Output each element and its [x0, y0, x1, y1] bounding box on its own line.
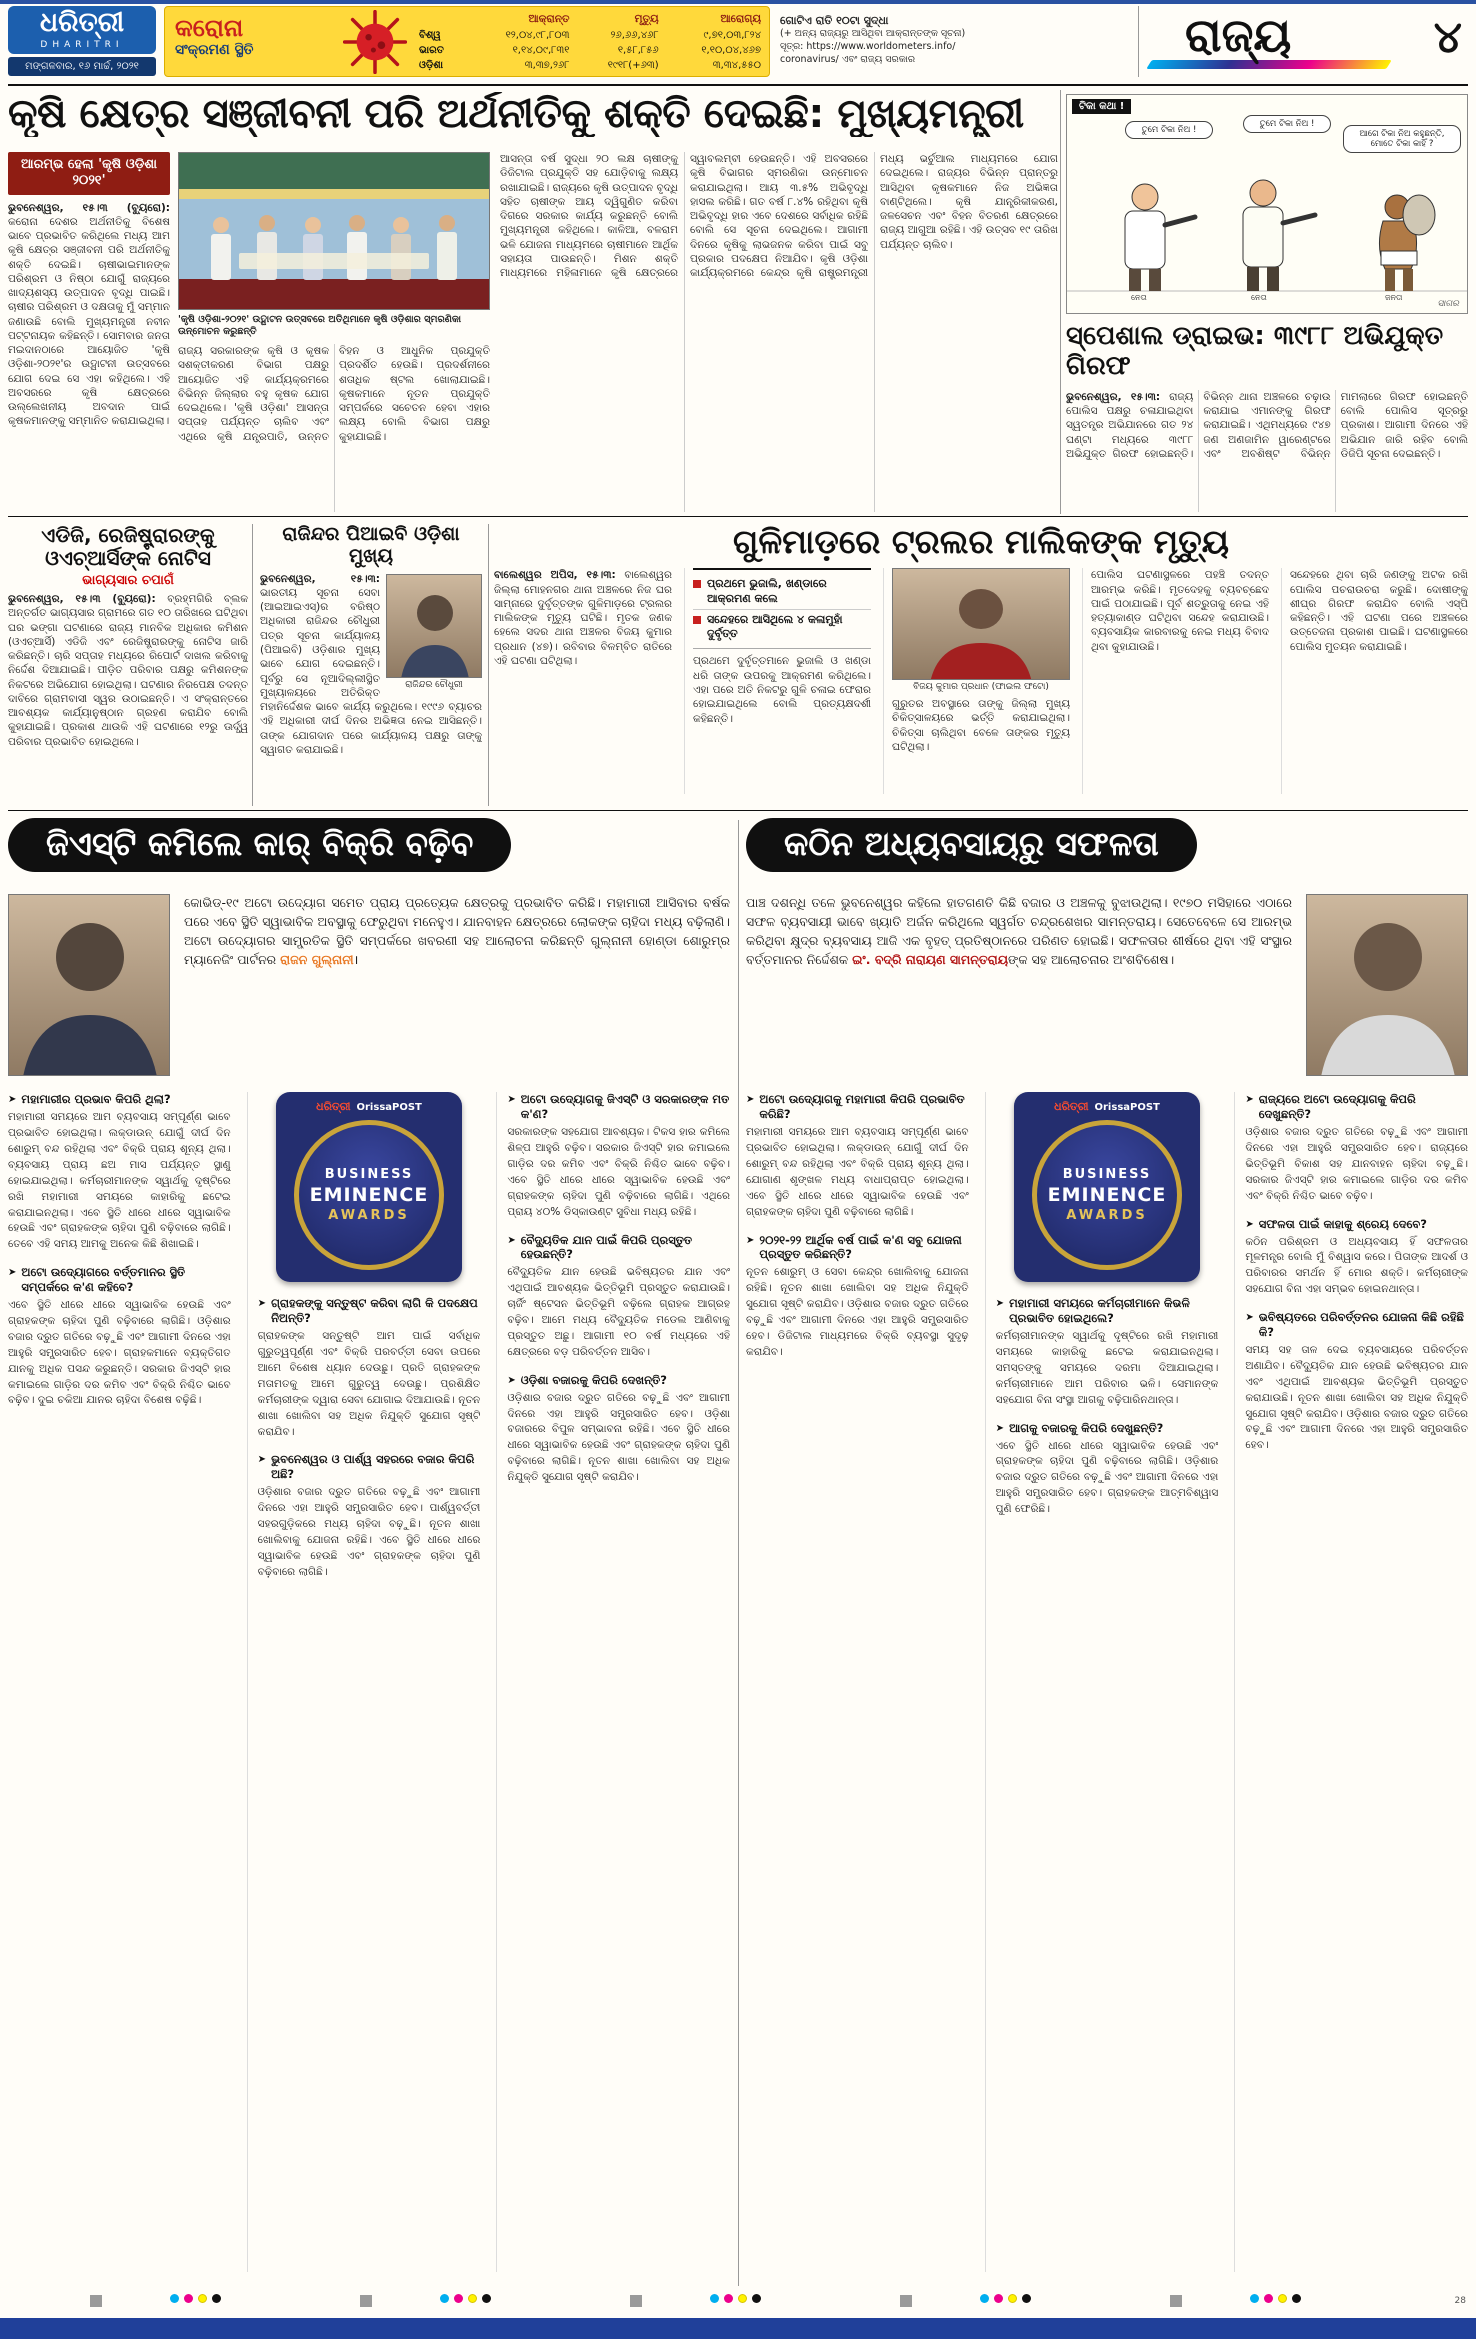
covid-col-infected: ଆକ୍ରାନ୍ତ [528, 13, 570, 26]
reg-square [630, 2295, 642, 2307]
arrow-bullet-icon: ➤ [507, 1234, 516, 1246]
badge-line1: BUSINESS [1062, 1167, 1152, 1183]
notice-dateline: ଭୁବନେଶ୍ୱର, ୧୫।୩ (ବ୍ୟୁରୋ): [8, 593, 156, 605]
interview-rule [8, 810, 1468, 811]
cartoonist-signature: ସାଗର [1437, 299, 1459, 309]
interview-divider [738, 820, 739, 2286]
cartoon-speech-bubble-3: ଆଗେ ଟିକା ନିଅ କହୁଛନ୍ତି, ମୋତେ ଟିକା କାହିଁ ? [1343, 125, 1461, 153]
cartoon-figure2-label: ନେତା [1251, 293, 1267, 302]
trawler-col-2 [684, 568, 871, 794]
question: ଅଟୋ ଉଦ୍ୟୋଗକୁ ମହାମାରୀ କିପରି ପ୍ରଭାବିତ କରିଛି? [759, 1092, 965, 1122]
interview-left-qa-columns [8, 1092, 730, 2272]
logo-latin-text: DHARITRI [40, 40, 124, 50]
lead-photo-illustration [179, 153, 490, 310]
interviewee-right-name: ଇଂ. ବଦ୍ରି ନାରାୟଣ ସାମନ୍ତରାୟ [852, 951, 1009, 967]
interview-left-headline: ଜିଏସ୍ଟି କମିଲେ କାର୍ ବିକ୍ରି ବଢ଼ିବ [8, 818, 511, 872]
answer: ମହାମାରୀ ସମୟରେ ଆମ ବ୍ୟବସାୟ ସମ୍ପୂର୍ଣ୍ଣ ଭାବେ ପ୍ରଭାବିତ ହୋଇଥିଲା। ଲକ୍‌ଡାଉନ୍ ଯୋଗୁଁ ଦୀର୍ଘ ଦିନ ଶୋରୁମ୍ ବନ୍ଦ ରହିଥିଲା ଏବଂ ବିକ୍ରି ପ୍ରାୟ ଶୂନ୍ୟ ଥିଲା। ବ୍ୟବସାୟ ପ୍ରାୟ ଛଅ ମାସ ପର୍ଯ୍ୟନ୍ତ ସ୍ଥାଣୁ ହୋଇଯାଇଥିଲା। କର୍ମଚାରୀମାନଙ୍କ ସ୍ୱାର୍ଥକୁ ଦୃଷ୍ଟିରେ ରଖି ମହାମାରୀ ସମୟରେ କାହାରିକୁ ଛଟେଇ କରାଯାଇନଥିଲା। ଏବେ ସ୍ଥିତି ଧୀରେ ଧୀରେ ସ୍ୱାଭାବିକ ହେଉଛି ଏବଂ ଗ୍ରାହକଙ୍କ ଚାହିଦା ପୁଣି ବଢ଼ିବାରେ ଲାଗିଛି। ତେବେ ଏହି ସମୟ ଆମକୁ ଅନେକ କିଛି ଶିଖାଇଛି। [8, 1111, 231, 1251]
covid-row-odisha [415, 58, 765, 73]
mid-divider-1 [252, 524, 253, 806]
interviewee-left-name: ରାଜନ ଗୁଲ୍ନାନୀ [280, 951, 354, 967]
question: ମହାମାରୀର ପ୍ରଭାବ କିପରି ଥିଲା? [21, 1092, 171, 1107]
interview-right-portrait [1306, 894, 1468, 1076]
pib-portrait [386, 574, 482, 678]
trawler-highlights [693, 568, 871, 649]
lead-kicker: ଆରମ୍ଭ ହେଲା 'କୃଷି ଓଡ଼ିଶା ୨୦୨୧' [8, 152, 170, 195]
badge-dharitri-logo: ଧରିତ୍ରୀ [1054, 1100, 1089, 1114]
trawler-body-5: ସନ୍ଦେହରେ ଥିବା ଚାରି ଜଣଙ୍କୁ ଅଟକ ରଖି ପୋଲିସ ପଚରାଉଚରା କରୁଛି। ଦୋଷୀଙ୍କୁ ଶୀଘ୍ର ଗିରଫ କରାଯିବ ବୋଲି ଏସ୍ପି କହିଛନ୍ତି। ଏହି ଘଟଣା ପରେ ଅଞ୍ଚଳରେ ଉତ୍ତେଜନା ପ୍ରକାଶ ପାଇଛି। ଘଟଣାସ୍ଥଳରେ ପୋଲିସ ମୁତୟନ କରାଯାଇଛି। [1290, 569, 1468, 653]
section-name: ରାଜ୍ୟ [1185, 8, 1292, 62]
trawler-story [494, 524, 1468, 806]
notice-subhead: ଭାଗ୍ୟସାର ଚପାଗଁ [82, 573, 174, 588]
trawler-col-1 [494, 568, 672, 794]
trawler-col-4 [1082, 568, 1269, 794]
badge-brands [284, 1100, 454, 1114]
cmyk-dot-group [710, 2294, 761, 2303]
cmyk-dot-group [440, 2294, 491, 2303]
lead-body-center: ରାଜ୍ୟ ସରକାରଙ୍କ କୃଷି ଓ କୃଷକ ସଶକ୍ତୀକରଣ ବିଭାଗ ପକ୍ଷରୁ ଆୟୋଜିତ ଏହି କାର୍ଯ୍ୟକ୍ରମରେ ବିଭିନ୍ନ ଜିଲ୍ଲାର ବହୁ କୃଷକ ଯୋଗ ଦେଇଥିଲେ। 'କୃଷି ଓଡ଼ିଶା' ଆସନ୍ତା ସପ୍ତାହ ପର୍ଯ୍ୟନ୍ତ ଚାଲିବ ଏବଂ ଏଥିରେ କୃଷି ଯନ୍ତ୍ରପାତି, ଉନ୍ନତ ବିହନ ଓ ଆଧୁନିକ ପ୍ରଯୁକ୍ତି ପ୍ରଦର୍ଶିତ ହେଉଛି। ପ୍ରଦର୍ଶନୀରେ ଶତାଧିକ ଷ୍ଟଲ ଖୋଲାଯାଇଛି। କୃଷକମାନେ ନୂତନ ପ୍ରଯୁକ୍ତି ସମ୍ପର୍କରେ ସଚେତନ ହେବା ଏହାର ଲକ୍ଷ୍ୟ ବୋଲି ବିଭାଗ ପକ୍ଷରୁ କୁହାଯାଇଛି। [178, 345, 490, 443]
interview-left-qa-col-3 [496, 1092, 730, 2272]
print-corner-number: 28 [1454, 2296, 1466, 2306]
notice-headline: ଏଡିଜି, ରେଜିଷ୍ଟ୍ରାରଙ୍କୁ ଓଏଚ୍ଆର୍ସିଙ୍କ ନୋଟିସ [41, 524, 215, 570]
business-eminence-badge [276, 1092, 462, 1282]
pib-dateline: ଭୁବନେଶ୍ୱର, ୧୫।୩: [260, 572, 380, 585]
mid-divider-2 [488, 524, 489, 806]
interview-left-qa-col-1 [8, 1092, 231, 2272]
trawler-body-3: ଗୁରୁତର ଅବସ୍ଥାରେ ତାଙ୍କୁ ଜିଲ୍ଲା ମୁଖ୍ୟ ଚିକିତ୍ସାଳୟରେ ଭର୍ତ୍ତି କରାଯାଇଥିଲା। ଚିକିତ୍ସା ଚାଲିଥିବା ବେଳେ ତାଙ୍କର ମୃତ୍ୟୁ ଘଟିଥିଲା। [892, 698, 1070, 753]
arrow-bullet-icon: ➤ [1245, 1312, 1254, 1324]
qa-item [258, 1452, 481, 1580]
red-square-bullet-icon [693, 616, 701, 624]
badge-dharitri-logo: ଧରିତ୍ରୀ [316, 1100, 351, 1114]
interview-left-intro-body: କୋଭିଡ୍-୧୯ ଅଟୋ ଉଦ୍ୟୋଗ ସମେତ ପ୍ରାୟ ପ୍ରତ୍ୟେକ କ୍ଷେତ୍ରକୁ ପ୍ରଭାବିତ କରିଛି। ମହାମାରୀ ଆସିବାର ବର୍ଷକ ପରେ ଏବେ ସ୍ଥିତି ସ୍ୱାଭାବିକ ଅବସ୍ଥାକୁ ଫେରୁଥିବା ମନେହୁଏ। ଯାନବାହନ କ୍ଷେତ୍ରରେ ଲୋକଙ୍କ ଚାହିଦା ମଧ୍ୟ ବଢ଼ିଲାଣି। ଅଟୋ ଉଦ୍ୟୋଗର ସାମ୍ପ୍ରତିକ ସ୍ଥିତି ସମ୍ପର୍କରେ ଖବରଣୀ ସହ ଆଲୋଚନା କରିଛନ୍ତି ଗୁଲ୍ନାନୀ ହୋଣ୍ଡା ଶୋରୁମ୍‌ର ମ୍ୟାନେଜିଂ ପାର୍ଟନର [184, 895, 730, 967]
qa-item [8, 1265, 231, 1409]
covid-row-india [415, 43, 765, 58]
covid-note-source-url: ସୂତ୍ର: https://www.worldometers.info/ [780, 41, 956, 52]
registration-marks [0, 2294, 1476, 2310]
interview-left-portrait [8, 894, 170, 1076]
highlight-text-1: ପ୍ରଥମେ ଭୁଜାଲି, ଖଣ୍ଡାରେ ଆକ୍ରମଣ କଲେ [707, 577, 827, 605]
covid-row-world [415, 29, 765, 44]
cmyk-dot-group [1250, 2294, 1301, 2303]
question: ଆଗକୁ ବଜାରକୁ କିପରି ଦେଖୁଛନ୍ତି? [1009, 1420, 1164, 1435]
bottom-border-bar [0, 2318, 1476, 2339]
answer: ସମୟ ସହ ତାଳ ଦେଇ ବ୍ୟବସାୟରେ ପରିବର୍ତ୍ତନ ଅଣାଯିବ। ବୈଦ୍ୟୁତିକ ଯାନ ହେଉଛି ଭବିଷ୍ୟତର ଯାନ ଏବଂ ଏଥିପାଇଁ ଆବଶ୍ୟକ ଭିତ୍ତିଭୂମି ପ୍ରସ୍ତୁତ କରାଯାଉଛି। ନୂତନ ଶାଖା ଖୋଲିବା ସହ ଅଧିକ ନିଯୁକ୍ତି ସୁଯୋଗ ସୃଷ୍ଟି କରାଯିବ। ଓଡ଼ିଶାର ବଜାର ଦ୍ରୁତ ଗତିରେ ବଢ଼ୁଛି ଏବଂ ଆଗାମୀ ଦିନରେ ଏହା ଆହୁରି ସମ୍ପ୍ରସାରିତ ହେବ। [1245, 1344, 1468, 1452]
reg-square [1170, 2295, 1182, 2307]
qa-item [746, 1233, 969, 1361]
interview-left-intro [8, 894, 730, 1076]
qa-item [258, 1296, 481, 1440]
interview-left [8, 818, 730, 2286]
lead-left-column [8, 152, 170, 512]
cartoon-figure3-label: ଜନତା [1385, 293, 1403, 302]
cmyk-dot-group [170, 2294, 221, 2303]
india-deaths: ୧,୫୮,୮୫୬ [617, 45, 659, 57]
question: ବୈଦ୍ୟୁତିକ ଯାନ ପାଇଁ କିପରି ପ୍ରସ୍ତୁତ ହେଉଛନ୍ତି? [520, 1232, 693, 1262]
lead-body-right: ଆସନ୍ତା ବର୍ଷ ସୁଦ୍ଧା ୨୦ ଲକ୍ଷ ଚାଷୀଙ୍କୁ ଡିଜିଟାଲ ପ୍ରଯୁକ୍ତି ସହ ଯୋଡ଼ିବାକୁ ଲକ୍ଷ୍ୟ ରଖାଯାଇଛି। ରାଜ୍ୟରେ କୃଷି ଉତ୍ପାଦନ ବୃଦ୍ଧି ସହିତ ଚାଷୀଙ୍କ ଆୟ ଦ୍ୱିଗୁଣିତ କରିବା ଦିଗରେ ସରକାର କାର୍ଯ୍ୟ କରୁଛନ୍ତି ବୋଲି ମୁଖ୍ୟମନ୍ତ୍ରୀ କହିଥିଲେ। କାଳିଆ, ବଳରାମ ଭଳି ଯୋଜନା ମାଧ୍ୟମରେ ଚାଷୀମାନେ ଆର୍ଥିକ ସହାୟତା ପାଉଛନ୍ତି। ମିଶନ ଶକ୍ତି ମାଧ୍ୟମରେ ମହିଳାମାନେ କୃଷି କ୍ଷେତ୍ରରେ ସ୍ୱାବଲମ୍ବୀ ହେଉଛନ୍ତି। ଏହି ଅବସରରେ କୃଷି ବିଭାଗର ସ୍ମରଣିକା ଉନ୍ମୋଚନ କରାଯାଇଥିଲା। ଆୟ ୩.୫% ଅଭିବୃଦ୍ଧି ହାସଲ କରିଛି। ଗତ ବର୍ଷ ୮.୪% ରହିଥିବା କୃଷି ଅଭିବୃଦ୍ଧି ହାର ଏବେ ଦେଶରେ ସର୍ବାଧିକ ରହିଛି ବୋଲି ସେ ସୂଚନା ଦେଇଥିଲେ। ଆଗାମୀ ଦିନରେ କୃଷିକୁ ଲାଭଜନକ କରିବା ପାଇଁ ସବୁ ପ୍ରକାର ପଦକ୍ଷେପ ନିଆଯିବ। କୃଷି ଓଡ଼ିଶା କାର୍ଯ୍ୟକ୍ରମରେ କେନ୍ଦ୍ର କୃଷି ରାଷ୍ଟ୍ରମନ୍ତ୍ରୀ ମଧ୍ୟ ଭର୍ଚୁଆଲ ମାଧ୍ୟମରେ ଯୋଗ ଦେଇଥିଲେ। ରାଜ୍ୟର ବିଭିନ୍ନ ପ୍ରାନ୍ତରୁ ଆସିଥିବା କୃଷକମାନେ ନିଜ ଅଭିଜ୍ଞତା ବାଣ୍ଟିଥିଲେ। କୃଷି ଯାନ୍ତ୍ରିକୀକରଣ, ଜଳସେଚନ ଏବଂ ବିହନ ବିତରଣ କ୍ଷେତ୍ରରେ ରାଜ୍ୟ ଆଗୁଆ ରହିଛି। ଏହି ଉତ୍ସବ ୧୯ ତାରିଖ ପର୍ଯ୍ୟନ୍ତ ଚାଲିବ। [500, 153, 1058, 280]
pib-portrait-silhouette [387, 575, 482, 678]
interview-left-qa-col-2 [247, 1092, 481, 2272]
logo-odia-text: ଧରିତ୍ରୀ [39, 7, 125, 38]
covid-title-line1: କରୋନା [175, 14, 244, 42]
covid-stats-table [415, 11, 765, 73]
arrow-bullet-icon: ➤ [746, 1094, 755, 1106]
arrow-bullet-icon: ➤ [995, 1422, 1005, 1434]
answer: ଏବେ ସ୍ଥିତି ଧୀରେ ଧୀରେ ସ୍ୱାଭାବିକ ହେଉଛି ଏବଂ ଗ୍ରାହକଙ୍କ ଚାହିଦା ପୁଣି ବଢ଼ିବାରେ ଲାଗିଛି। ଓଡ଼ିଶାର ବଜାର ଦ୍ରୁତ ଗତିରେ ବଢ଼ୁଛି ଏବଂ ଆଗାମୀ ଦିନରେ ଏହା ଆହୁରି ସମ୍ପ୍ରସାରିତ ହେବ। ଗ୍ରାହକମାନେ ବ୍ୟକ୍ତିଗତ ଯାନକୁ ଅଧିକ ପସନ୍ଦ କରୁଛନ୍ତି। ସରକାର ଜିଏସ୍ଟି ହାର କମାଇଲେ ଗାଡ଼ିର ଦର କମିବ ଏବଂ ବିକ୍ରି ନିଶ୍ଚିତ ଭାବେ ବଢ଼ିବ। ଦୁଇ ଚକିଆ ଯାନର ଚାହିଦା ବିଶେଷ ବଢ଼ିଛି। [8, 1299, 231, 1407]
interview-right-intro [746, 894, 1468, 1076]
covid-region-india: ଭାରତ [419, 45, 444, 57]
reg-square [90, 2295, 102, 2307]
interview-right [746, 818, 1468, 2286]
masthead-rule [8, 84, 1468, 86]
answer: କଠିନ ପରିଶ୍ରମ ଓ ଅଧ୍ୟବସାୟ ହିଁ ସଫଳତାର ମୂଳମନ୍ତ୍ର ବୋଲି ମୁଁ ବିଶ୍ୱାସ କରେ। ପିତାଙ୍କ ଆଦର୍ଶ ଓ ପରିବାରର ସମର୍ଥନ ହିଁ ମୋର ଶକ୍ତି। କର୍ମଚାରୀଙ୍କ ସହଯୋଗ ବିନା ଏହା ସମ୍ଭବ ହୋଇନଥାନ୍ତା। [1245, 1235, 1468, 1296]
highlight-item [693, 574, 871, 609]
badge-line3: AWARDS [1066, 1208, 1148, 1224]
qa-item [507, 1233, 730, 1361]
covid-col-deaths: ମୃତ୍ୟୁ [634, 13, 659, 26]
trawler-col-5 [1281, 568, 1468, 794]
interview-right-intro-body: ପାଞ୍ଚ ଦଶନ୍ଧି ତଳେ ଭୁବନେଶ୍ୱର କହିଲେ ହାତଗଣତି କିଛି ବଜାର ଓ ଅଞ୍ଚଳକୁ ବୁଝାଉଥିଲା। ୧୯୭୦ ମସିହାରେ ଏଠାରେ ସଫଳ ବ୍ୟବସାୟୀ ଭାବେ ଖ୍ୟାତି ଅର୍ଜନ କରିଥିଲେ ସ୍ୱର୍ଗତ ଚନ୍ଦ୍ରଶେଖର ସାମନ୍ତରାୟ। ସେତେବେଳେ ସେ ଆରମ୍ଭ କରିଥିବା କ୍ଷୁଦ୍ର ବ୍ୟବସାୟ ଆଜି ଏକ ବୃହତ୍ ପ୍ରତିଷ୍ଠାନରେ ପରିଣତ ହୋଇଛି। ସଫଳତାର ଶୀର୍ଷରେ ଥିବା ଏହି ସଂସ୍ଥାର ବର୍ତ୍ତମାନର ନିର୍ଦ୍ଦେଶକ [746, 895, 1292, 967]
answer: ସରକାରଙ୍କ ସହଯୋଗ ଆବଶ୍ୟକ। ଟିକସ ହାର କମିଲେ ଶିଳ୍ପ ଆହୁରି ବଢ଼ିବ। ସରକାର ଜିଏସ୍ଟି ହାର କମାଇଲେ ଗାଡ଼ିର ଦର କମିବ ଏବଂ ବିକ୍ରି ନିଶ୍ଚିତ ଭାବେ ବଢ଼ିବ। ଏବେ ସ୍ଥିତି ଧୀରେ ଧୀରେ ସ୍ୱାଭାବିକ ହେଉଛି ଏବଂ ଗ୍ରାହକଙ୍କ ଚାହିଦା ପୁଣି ବଢ଼ିବାରେ ଲାଗିଛି। ଏଥିରେ ପ୍ରାୟ ୪୦% ଡିସ୍କାଉଣ୍ଟ ସୁବିଧା ମଧ୍ୟ ରହିଛି। [507, 1126, 730, 1218]
qa-item [1245, 1092, 1468, 1204]
arrow-bullet-icon: ➤ [8, 1094, 17, 1106]
qa-item [996, 1296, 1219, 1408]
covid-note-time: ଗୋଟିଏ ରାତି ୧୦ଟା ସୁଦ୍ଧା [780, 14, 889, 27]
trawler-headline: ଗୁଳିମାଡ଼ରେ ଟ୍ରଲର ମାଲିକଙ୍କ ମୃତ୍ୟୁ [733, 524, 1229, 561]
qa-item [507, 1373, 730, 1486]
pib-photo-caption: ରାଜିନ୍ଦର ଚୌଧୁରୀ [405, 679, 463, 690]
covid-col-recovered: ଆରୋଗ୍ୟ [720, 13, 761, 26]
answer: ଓଡ଼ିଶାର ବଜାର ଦ୍ରୁତ ଗତିରେ ବଢ଼ୁଛି ଏବଂ ଆଗାମୀ ଦିନରେ ଏହା ଆହୁରି ସମ୍ପ୍ରସାରିତ ହେବ। ରାଜ୍ୟରେ ଭିତ୍ତିଭୂମି ବିକାଶ ସହ ଯାନବାହନ ଚାହିଦା ବଢ଼ୁଛି। ସରକାର ଜିଏସ୍ଟି ହାର କମାଇଲେ ଗାଡ଼ିର ଦର କମିବ ଏବଂ ବିକ୍ରି ନିଶ୍ଚିତ ଭାବେ ବଢ଼ିବ। [1245, 1126, 1468, 1202]
highlight-text-2: ସନ୍ଦେହରେ ଆସିଥିଲେ ୪ କଳାମୁହାଁ ଦୁର୍ବୃତ୍ତ [707, 612, 843, 641]
interview-right-headline: କଠିନ ଅଧ୍ୟବସାୟରୁ ସଫଳତା [746, 818, 1197, 872]
badge-line2: EMINENCE [1047, 1184, 1167, 1207]
interview-right-qa-col-2 [985, 1092, 1219, 2272]
pib-photo [386, 574, 482, 691]
trawler-body-1: ବାଲେଶ୍ୱର ଜିଲ୍ଲା ମୋହନଗର ଥାନା ଅଞ୍ଚଳରେ ନିଜ ଘର ସାମ୍ନାରେ ଦୁର୍ବୃତ୍ତଙ୍କ ଗୁଳିମାଡ଼ରେ ଟ୍ରଲର ମାଲିକଙ୍କ ମୃତ୍ୟୁ ଘଟିଛି। ମୃତକ ଜଣକ ହେଲେ ସଦର ଥାନା ଅଞ୍ଚଳର ବିଜୟ କୁମାର ପ୍ରଧାନ (୪୭)। ରବିବାର ବିଳମ୍ବିତ ରାତିରେ ଏହି ଘଟଣା ଘଟିଥିଲା। [494, 569, 672, 667]
india-infected: ୧,୧୪,୦୯,୮୩୧ [512, 45, 570, 57]
odisha-infected: ୩,୩୭,୨୬୮ [524, 60, 570, 72]
odisha-deaths: ୧୯୧୮(+୬୩) [607, 60, 659, 72]
covid-note-source-tail: coronavirus/ ଏବଂ ରାଜ୍ୟ ସରକାର [780, 54, 916, 65]
victim-portrait [892, 568, 1070, 680]
question: ଅଟୋ ଉଦ୍ୟୋଗରେ ବର୍ତ୍ତମାନର ସ୍ଥିତି ସମ୍ପର୍କରେ କ'ଣ କହିବେ? [21, 1265, 186, 1295]
masthead [8, 6, 1468, 80]
notice-body [8, 592, 248, 749]
reg-square [360, 2295, 372, 2307]
trawler-body-2: ପ୍ରଥମେ ଦୁର୍ବୃତ୍ତମାନେ ଭୁଜାଲି ଓ ଖଣ୍ଡା ଧରି ତାଙ୍କ ଉପରକୁ ଆକ୍ରମଣ କରିଥିଲେ। ଏହା ପରେ ଅତି ନିକଟରୁ ଗୁଳି ଚଳାଇ ଫେରାର ହୋଇଯାଇଥିଲେ ବୋଲି ପ୍ରତ୍ୟକ୍ଷଦର୍ଶୀ କହିଛନ୍ତି। [693, 655, 871, 725]
lead-headline: କୃଷି କ୍ଷେତ୍ର ସଞ୍ଜୀବନୀ ପରି ଅର୍ଥନୀତିକୁ ଶକ୍ତି ଦେଇଛି: ମୁଖ୍ୟମନ୍ତ୍ରୀ [8, 92, 1024, 137]
covid-region-world: ବିଶ୍ୱ [419, 30, 441, 42]
arrow-bullet-icon: ➤ [995, 1298, 1005, 1310]
cartoon-speech-bubble-1: ତୁମେ ଟିକା ନିଅ ! [1125, 121, 1213, 139]
cartoon-label: ଟିକା କଥା ! [1072, 99, 1131, 114]
trawler-col-3 [883, 568, 1070, 794]
page-number: ୪ [1433, 12, 1462, 63]
interview-right-qa-col-1 [746, 1092, 969, 2272]
trawler-body-4: ପୋଲିସ ଘଟଣାସ୍ଥଳରେ ପହଞ୍ଚି ତଦନ୍ତ ଆରମ୍ଭ କରିଛି। ମୃତଦେହକୁ ବ୍ୟବଚ୍ଛେଦ ପାଇଁ ପଠାଯାଇଛି। ପୂର୍ବ ଶତ୍ରୁତାକୁ ନେଇ ଏହି ହତ୍ୟାକାଣ୍ଡ ଘଟିଥିବା ସନ୍ଦେହ କରାଯାଉଛି। ବ୍ୟବସାୟିକ କାରବାରକୁ ନେଇ ମଧ୍ୟ ବିବାଦ ଥିବା କୁହାଯାଉଛି। [1091, 569, 1269, 653]
qa-item [996, 1421, 1219, 1518]
red-square-bullet-icon [693, 580, 701, 588]
top-border-bar [0, 0, 1476, 4]
interview-left-intro-text [184, 894, 730, 1076]
question: ଭବିଷ୍ୟତରେ ପରିବର୍ତ୍ତନର ଯୋଜନା କିଛି ରହିଛି କି? [1258, 1310, 1464, 1340]
question: ଭୁବନେଶ୍ୱର ଓ ପାର୍ଶ୍ୱ ସହରରେ ବଜାର କିପରି ଅଛି? [271, 1452, 475, 1482]
lead-story [8, 152, 1058, 512]
lead-vertical-divider [1060, 90, 1061, 514]
badge-medallion [1032, 1120, 1182, 1270]
notice-body-text: ବ୍ରହ୍ମଗିରି ବ୍ଲକ ଅନ୍ତର୍ଗତ ଭାଗ୍ୟସାର ଗ୍ରାମରେ ଗତ ୧୦ ତାରିଖରେ ଘଟିଥିବା ଘର ଭଙ୍ଗା ଘଟଣାରେ ରାଜ୍ୟ ମାନବିକ ଅଧିକାର କମିଶନ (ଓଏଚ୍ଆର୍ସି) ଏଡିଜି ଏବଂ ରେଜିଷ୍ଟ୍ରାରଙ୍କୁ ନୋଟିସ ଜାରି କରିଛନ୍ତି। ଚାରି ସପ୍ତାହ ମଧ୍ୟରେ ରିପୋର୍ଟ ଦାଖଲ କରିବାକୁ ନିର୍ଦ୍ଦେଶ ଦିଆଯାଇଛି। ପୀଡ଼ିତ ପରିବାର ପକ୍ଷରୁ କମିଶନଙ୍କ ନିକଟରେ ଅଭିଯୋଗ ହୋଇଥିଲା। ଘଟଣାର ନିରପେକ୍ଷ ତଦନ୍ତ ଦାବିରେ ଗ୍ରାମବାସୀ ସ୍ୱର ଉଠାଇଛନ୍ତି। ଏ ସଂକ୍ରାନ୍ତରେ ଆବଶ୍ୟକ କାର୍ଯ୍ୟାନୁଷ୍ଠାନ ଗ୍ରହଣ କରାଯିବ ବୋଲି କୁହାଯାଇଛି। ପ୍ରକାଶ ଥାଉକି ଏହି ଘଟଣାରେ ୧୨ରୁ ଊର୍ଦ୍ଧ୍ୱ ପରିବାର ପ୍ରଭାବିତ ହୋଇଥିଲେ। [8, 593, 248, 748]
badge-orissapost-logo: OrissaPOST [356, 1101, 422, 1113]
answer: ଗ୍ରାହକଙ୍କ ସନ୍ତୁଷ୍ଟି ଆମ ପାଇଁ ସର୍ବାଧିକ ଗୁରୁତ୍ୱପୂର୍ଣ୍ଣ ଏବଂ ବିକ୍ରି ପରବର୍ତ୍ତୀ ସେବା ଉପରେ ଆମେ ବିଶେଷ ଧ୍ୟାନ ଦେଉଛୁ। ପ୍ରତି ଗ୍ରାହକଙ୍କ ମତାମତକୁ ଆମେ ଗୁରୁତ୍ୱ ଦେଉଛୁ। ପ୍ରଶିକ୍ଷିତ କର୍ମଚାରୀଙ୍କ ଦ୍ୱାରା ସେବା ଯୋଗାଇ ଦିଆଯାଉଛି। ନୂତନ ଶାଖା ଖୋଲିବା ସହ ଅଧିକ ନିଯୁକ୍ତି ସୁଯୋଗ ସୃଷ୍ଟି କରାଯିବ। [257, 1330, 481, 1438]
covid-region-odisha: ଓଡ଼ିଶା [419, 60, 444, 72]
answer: କର୍ମଚାରୀମାନଙ୍କ ସ୍ୱାର୍ଥକୁ ଦୃଷ୍ଟିରେ ରଖି ମହାମାରୀ ସମୟରେ କାହାରିକୁ ଛଟେଇ କରାଯାଇନଥିଲା। ସମସ୍ତଙ୍କୁ ସମୟରେ ଦରମା ଦିଆଯାଇଥିଲା। କର୍ମଚାରୀମାନେ ଆମ ପରିବାର ଭଳି। ସେମାନଙ୍କ ସହଯୋଗ ବିନା ସଂସ୍ଥା ଆଗକୁ ବଢ଼ିପାରିନଥାନ୍ତା। [995, 1330, 1219, 1406]
special-drive-story [1066, 322, 1468, 512]
india-recovered: ୧,୧୦,୦୪,୪୬୭ [701, 45, 761, 57]
section-banner [1138, 6, 1468, 77]
pib-body-text: ଭାରତୀୟ ସୂଚନା ସେବା (ଆଇଆଇଏସ୍)ର ବରିଷ୍ଠ ଅଧିକାରୀ ରାଜିନ୍ଦର ଚୌଧୁରୀ ପତ୍ର ସୂଚନା କାର୍ଯ୍ୟାଳୟ (ପିଆଇବି) ଓଡ଼ିଶାର ମୁଖ୍ୟ ଭାବେ ଯୋଗ ଦେଇଛନ୍ତି। ପୂର୍ବରୁ ସେ ନୂଆଦିଲ୍ଲୀସ୍ଥିତ ମୁଖ୍ୟାଳୟରେ ଅତିରିକ୍ତ ମହାନିର୍ଦ୍ଦେଶକ ଭାବେ କାର୍ଯ୍ୟ କରୁଥିଲେ। ୧୯୯୬ ବ୍ୟାଚର ଏହି ଅଧିକାରୀ ଦୀର୍ଘ ଦିନର ଅଭିଜ୍ଞତା ନେଇ ଆସିଛନ୍ତି। ତାଙ୍କ ଯୋଗଦାନ ପରେ କାର୍ଯ୍ୟାଳୟ ପକ୍ଷରୁ ତାଙ୍କୁ ସ୍ୱାଗତ କରାଯାଇଛି। [260, 586, 482, 756]
ohrc-notice-story [8, 524, 248, 806]
highlight-item [693, 609, 871, 645]
answer: ବୈଦ୍ୟୁତିକ ଯାନ ହେଉଛି ଭବିଷ୍ୟତର ଯାନ ଏବଂ ଏଥିପାଇଁ ଆବଶ୍ୟକ ଭିତ୍ତିଭୂମି ପ୍ରସ୍ତୁତ କରାଯାଉଛି। ଚାର୍ଜିଂ ଷ୍ଟେସନ ଭିତ୍ତିଭୂମି ବଢ଼ିଲେ ଗ୍ରାହକ ଆଗ୍ରହ ବଢ଼ିବ। ଆମେ ମଧ୍ୟ ବୈଦ୍ୟୁତିକ ମଡେଲ ଆଣିବାକୁ ପ୍ରସ୍ତୁତ ଅଛୁ। ଆଗାମୀ ୧୦ ବର୍ଷ ମଧ୍ୟରେ ଏହି କ୍ଷେତ୍ରରେ ବଡ଼ ପରିବର୍ତ୍ତନ ଆସିବ। [507, 1266, 730, 1358]
interview-left-intro-tail: । [353, 951, 359, 967]
victim-photo-caption: ବିଜୟ କୁମାର ପ୍ରଧାନ (ଫାଇଲ ଫଟୋ) [913, 682, 1049, 693]
question: ଅଟୋ ଉଦ୍ୟୋଗକୁ ଜିଏସ୍ଟି ଓ ସରକାରଙ୍କ ମତ କ'ଣ? [520, 1092, 730, 1122]
special-drive-headline: ସ୍ପେଶାଲ ଡ୍ରାଇଭ: ୩୯୮୮ ଅଭିଯୁକ୍ତ ଗିରଫ [1066, 322, 1444, 381]
interview-left-portrait-silhouette [9, 895, 170, 1076]
world-recovered: ୯,୭୧,୦୩,୮୨୪ [703, 30, 761, 42]
editorial-cartoon [1066, 94, 1468, 314]
question: ଗ୍ରାହକଙ୍କୁ ସନ୍ତୁଷ୍ଟ କରିବା ଲାଗି କି ପଦକ୍ଷେପ ନିଅନ୍ତି? [271, 1296, 478, 1326]
badge-line1: BUSINESS [324, 1167, 414, 1183]
question: ରାଜ୍ୟରେ ଅଟୋ ଉଦ୍ୟୋଗକୁ କିପରି ଦେଖୁଛନ୍ତି? [1258, 1092, 1416, 1122]
arrow-bullet-icon: ➤ [1245, 1218, 1254, 1230]
qa-item [507, 1092, 730, 1220]
covid-note-extra: (+ ଅନ୍ୟ ରାଜ୍ୟରୁ ଆସିଥିବା ଆକ୍ରାନ୍ତଙ୍କ ସୂଚନା) [780, 28, 966, 39]
badge-line3: AWARDS [328, 1208, 410, 1224]
arrow-bullet-icon: ➤ [507, 1374, 516, 1386]
covid-title-line2: ସଂକ୍ରମଣ ସ୍ଥିତି [175, 42, 254, 58]
arrow-bullet-icon: ➤ [257, 1454, 267, 1466]
interview-right-qa-col-3 [1234, 1092, 1468, 2272]
trawler-columns [494, 568, 1468, 794]
lead-body-col1 [8, 201, 170, 429]
cartoon-figure1-label: ନେତା [1131, 293, 1147, 302]
question: ଓଡ଼ିଶା ବଜାରକୁ କିପରି ଦେଖନ୍ତି? [520, 1372, 667, 1387]
answer: ମହାମାରୀ ସମୟରେ ଆମ ବ୍ୟବସାୟ ସମ୍ପୂର୍ଣ୍ଣ ଭାବେ ପ୍ରଭାବିତ ହୋଇଥିଲା। ଲକ୍‌ଡାଉନ୍ ଯୋଗୁଁ ଦୀର୍ଘ ଦିନ ଶୋରୁମ୍ ବନ୍ଦ ରହିଥିଲା ଏବଂ ବିକ୍ରି ପ୍ରାୟ ଶୂନ୍ୟ ଥିଲା। ଯୋଗାଣ ଶୃଙ୍ଖଳ ମଧ୍ୟ ବାଧାପ୍ରାପ୍ତ ହୋଇଥିଲା। ଏବେ ସ୍ଥିତି ଧୀରେ ଧୀରେ ସ୍ୱାଭାବିକ ହେଉଛି ଏବଂ ଗ୍ରାହକଙ୍କ ଚାହିଦା ପୁଣି ବଢ଼ିବାରେ ଲାଗିଛି। [746, 1126, 969, 1218]
special-drive-body [1066, 390, 1468, 512]
answer: ନୂତନ ଶୋରୁମ୍ ଓ ସେବା କେନ୍ଦ୍ର ଖୋଲିବାକୁ ଯୋଜନା ରହିଛି। ନୂତନ ଶାଖା ଖୋଲିବା ସହ ଅଧିକ ନିଯୁକ୍ତି ସୁଯୋଗ ସୃଷ୍ଟି କରାଯିବ। ଓଡ଼ିଶାର ବଜାର ଦ୍ରୁତ ଗତିରେ ବଢ଼ୁଛି ଏବଂ ଆଗାମୀ ଦିନରେ ଏହା ଆହୁରି ସମ୍ପ୍ରସାରିତ ହେବ। ଡିଜିଟାଲ ମାଧ୍ୟମରେ ବିକ୍ରି ବ୍ୟବସ୍ଥା ସୁଦୃଢ଼ କରାଯିବ। [746, 1266, 969, 1358]
lead-photo-caption: 'କୃଷି ଓଡ଼ିଶା-୨୦୨୧' ଉଦ୍ଘାଟନ ଉତ୍ସବରେ ଅତିଥିମାନେ କୃଷି ଓଡ଼ିଶାର ସ୍ମରଣିକା ଉନ୍ମୋଚନ କରୁଛନ୍ତି [178, 314, 462, 338]
arrow-bullet-icon: ➤ [8, 1267, 17, 1279]
reg-square [900, 2295, 912, 2307]
interview-right-intro-text [746, 894, 1292, 1076]
edition-date: ମଙ୍ଗଳବାର, ୧୬ ମାର୍ଚ୍ଚ, ୨୦୨୧ [8, 57, 156, 76]
qa-item [8, 1092, 231, 1253]
badge-line2: EMINENCE [309, 1184, 429, 1207]
badge-medallion [294, 1120, 444, 1270]
pib-story [260, 524, 482, 806]
special-drive-body-text: ରାଜ୍ୟ ପୋଲିସ ପକ୍ଷରୁ ଚଳାଯାଇଥିବା ସ୍ୱତନ୍ତ୍ର ଅଭିଯାନରେ ଗତ ୨୪ ଘଣ୍ଟା ମଧ୍ୟରେ ୩୯୮୮ ଅଭିଯୁକ୍ତ ଗିରଫ ହୋଇଛନ୍ତି। ବିଭିନ୍ନ ଥାନା ଅଞ୍ଚଳରେ ଚଢ଼ାଉ କରାଯାଇ ଏମାନଙ୍କୁ ଗିରଫ କରାଯାଇଛି। ଏଥିମଧ୍ୟରେ ୯୪୭ ଜଣ ଅଣଜାମିନ ୱାରେଣ୍ଟରେ ଏବଂ ଅବଶିଷ୍ଟ ବିଭିନ୍ନ ମାମଲାରେ ଗିରଫ ହୋଇଛନ୍ତି ବୋଲି ପୋଲିସ ସୂତ୍ରରୁ ପ୍ରକାଶ। ଆଗାମୀ ଦିନରେ ଏହି ଅଭିଯାନ ଜାରି ରହିବ ବୋଲି ଡିଜିପି ସୂଚନା ଦେଇଛନ୍ତି। [1066, 390, 1468, 460]
business-eminence-badge [1014, 1092, 1200, 1282]
world-deaths: ୨୬,୬୬,୪୬୮ [610, 30, 659, 42]
answer: ଓଡ଼ିଶାର ବଜାର ଦ୍ରୁତ ଗତିରେ ବଢ଼ୁଛି ଏବଂ ଆଗାମୀ ଦିନରେ ଏହା ଆହୁରି ସମ୍ପ୍ରସାରିତ ହେବ। ପାର୍ଶ୍ୱବର୍ତ୍ତୀ ସହରଗୁଡ଼ିକରେ ମଧ୍ୟ ଚାହିଦା ବଢ଼ୁଛି। ନୂତନ ଶାଖା ଖୋଲିବାକୁ ଯୋଜନା ରହିଛି। ଏବେ ସ୍ଥିତି ଧୀରେ ଧୀରେ ସ୍ୱାଭାବିକ ହେଉଛି ଏବଂ ଗ୍ରାହକଙ୍କ ଚାହିଦା ପୁଣି ବଢ଼ିବାରେ ଲାଗିଛି। [257, 1486, 481, 1578]
cmyk-dot-group [980, 2294, 1031, 2303]
badge-orissapost-logo: OrissaPOST [1094, 1101, 1160, 1113]
world-infected: ୧୨,୦୪,୯୮,୮୦୩ [505, 30, 570, 42]
pib-headline: ରାଜିନ୍ଦର ପିଆଇବି ଓଡ଼ିଶା ମୁଖ୍ୟ [282, 524, 460, 567]
covid-stats-box [164, 6, 770, 77]
badge-brands [1022, 1100, 1192, 1114]
lead-dateline: ଭୁବନେଶ୍ୱର, ୧୫।୩ (ବ୍ୟୁରୋ): [8, 201, 170, 214]
cartoon-speech-bubble-2: ତୁମେ ଟିକା ନିଅ ! [1243, 115, 1331, 133]
arrow-bullet-icon: ➤ [257, 1298, 267, 1310]
qa-item [746, 1092, 969, 1220]
arrow-bullet-icon: ➤ [1245, 1094, 1254, 1106]
interview-right-intro-tail: ଙ୍କ ସହ ଆଲୋଚନାର ଅଂଶବିଶେଷ। [1008, 951, 1175, 967]
trawler-dateline: ବାଲେଶ୍ୱର ଅପିସ, ୧୫।୩: [494, 569, 616, 582]
mid-rule [8, 516, 1468, 517]
question: ସଫଳତା ପାଇଁ କାହାକୁ ଶ୍ରେୟ ଦେବେ? [1258, 1216, 1427, 1231]
victim-portrait-silhouette [893, 569, 1069, 680]
coronavirus-icon [343, 10, 407, 74]
qa-item [1245, 1310, 1468, 1454]
qa-item [1245, 1217, 1468, 1299]
arrow-bullet-icon: ➤ [746, 1234, 755, 1246]
covid-box-title [175, 15, 345, 59]
answer: ଏବେ ସ୍ଥିତି ଧୀରେ ଧୀରେ ସ୍ୱାଭାବିକ ହେଉଛି ଏବଂ ଗ୍ରାହକଙ୍କ ଚାହିଦା ପୁଣି ବଢ଼ିବାରେ ଲାଗିଛି। ଓଡ଼ିଶାର ବଜାର ଦ୍ରୁତ ଗତିରେ ବଢ଼ୁଛି ଏବଂ ଆଗାମୀ ଦିନରେ ଏହା ଆହୁରି ସମ୍ପ୍ରସାରିତ ହେବ। ଗ୍ରାହକଙ୍କ ଆତ୍ମବିଶ୍ୱାସ ପୁଣି ଫେରିଛି। [995, 1439, 1219, 1516]
lead-body-col1-text: କରୋନା ଦେଶର ଅର୍ଥନୀତିକୁ ବିଶେଷ ଭାବେ ପ୍ରଭାବିତ କରିଥିଲେ ମଧ୍ୟ ଆମ କୃଷି କ୍ଷେତ୍ର ସଞ୍ଜୀବନୀ ପରି ଅର୍ଥନୀତିକୁ ଶକ୍ତି ଦେଇଛି। ଚାଷୀଭାଇମାନଙ୍କ ପରିଶ୍ରମ ଓ ନିଷ୍ଠା ଯୋଗୁଁ ରାଜ୍ୟରେ ଖାଦ୍ୟଶସ୍ୟ ଉତ୍ପାଦନ ବୃଦ୍ଧି ପାଇଛି। ଚାଷୀର ପରିଶ୍ରମ ଓ ଦକ୍ଷତାକୁ ମୁଁ ସମ୍ମାନ ଜଣାଉଛି ବୋଲି ମୁଖ୍ୟମନ୍ତ୍ରୀ ନବୀନ ପଟ୍ଟନାୟକ କହିଛନ୍ତି। ସୋମବାର ଜନତା ମଇଦାନଠାରେ ଆୟୋଜିତ 'କୃଷି ଓଡ଼ିଶା-୨୦୨୧'ର ଉଦ୍ଘାଟନୀ ଉତ୍ସବରେ ଯୋଗ ଦେଇ ସେ ଏହା କହିଥିଲେ। ଏହି ଅବସରରେ କୃଷି କ୍ଷେତ୍ରରେ ଉଲ୍ଲେଖନୀୟ ଅବଦାନ ପାଇଁ କୃଷକମାନଙ୍କୁ ସମ୍ମାନିତ କରାଯାଇଥିଲା। [8, 215, 170, 428]
arrow-bullet-icon: ➤ [507, 1094, 516, 1106]
interview-right-portrait-silhouette [1307, 895, 1468, 1076]
question: ୨୦୨୧-୨୨ ଆର୍ଥିକ ବର୍ଷ ପାଇଁ କ'ଣ ସବୁ ଯୋଜନା ପ୍ରସ୍ତୁତ କରିଛନ୍ତି? [759, 1232, 962, 1262]
special-drive-dateline: ଭୁବନେଶ୍ୱର, ୧୫।୩: [1066, 390, 1161, 403]
odisha-recovered: ୩,୩୪,୫୫୦ [712, 60, 761, 72]
interview-right-qa-columns [746, 1092, 1468, 2272]
newspaper-logo [8, 6, 156, 54]
answer: ଓଡ଼ିଶାର ବଜାର ଦ୍ରୁତ ଗତିରେ ବଢ଼ୁଛି ଏବଂ ଆଗାମୀ ଦିନରେ ଏହା ଆହୁରି ସମ୍ପ୍ରସାରିତ ହେବ। ଓଡ଼ିଶା ବଜାରରେ ବିପୁଳ ସମ୍ଭାବନା ରହିଛି। ଏବେ ସ୍ଥିତି ଧୀରେ ଧୀରେ ସ୍ୱାଭାବିକ ହେଉଛି ଏବଂ ଗ୍ରାହକଙ୍କ ଚାହିଦା ପୁଣି ବଢ଼ିବାରେ ଲାଗିଛି। ନୂତନ ଶାଖା ଖୋଲିବା ସହ ଅଧିକ ନିଯୁକ୍ତି ସୁଯୋଗ ସୃଷ୍ଟି କରାଯିବ। [507, 1391, 730, 1484]
covid-source-note [780, 14, 1110, 66]
question: ମହାମାରୀ ସମୟରେ କର୍ମଚାରୀମାନେ କିଭଳି ପ୍ରଭାବିତ ହୋଇଥିଲେ? [1009, 1296, 1190, 1326]
lead-photo [178, 152, 490, 310]
